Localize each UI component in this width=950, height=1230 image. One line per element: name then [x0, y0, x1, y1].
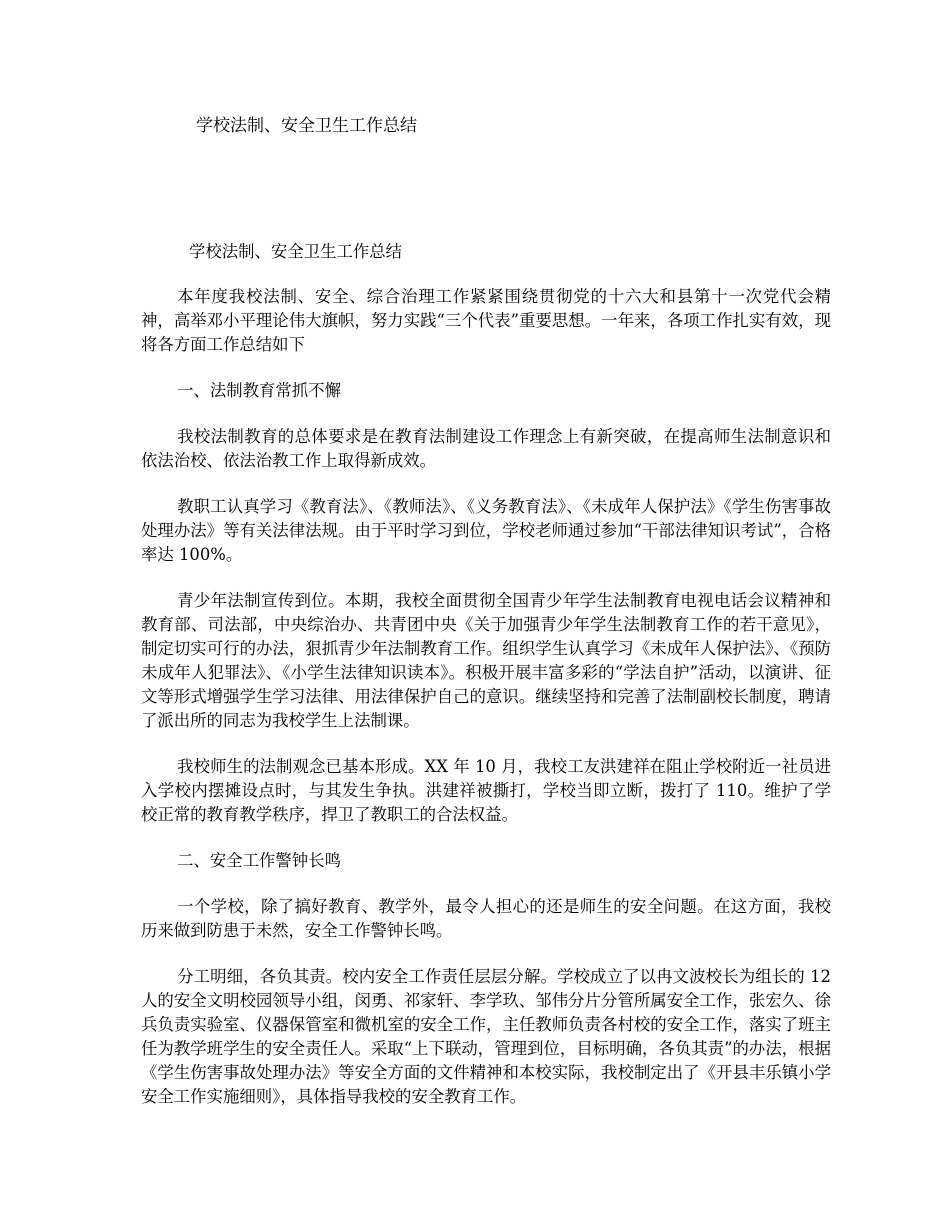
- paragraph-safety-concern: 一个学校，除了搞好教育、教学外，最令人担心的还是师生的安全问题。在这方面，我校历来做到防患于未然，安全工作警钟长鸣。: [141, 897, 831, 940]
- intro-paragraph: 本年度我校法制、安全、综合治理工作紧紧围绕贯彻党的十六大和县第十一次党代会精神，高举邓小平理论伟大旗帜，努力实践“三个代表”重要思想。一年来，各项工作扎实有效，现将各方面工作总结如下: [141, 287, 831, 354]
- document-body: [141, 240, 831, 1131]
- paragraph-staff-law-study: 教职工认真学习《教育法》、《教师法》、《义务教育法》、《未成年人保护法》《学生伤害事故处理办法》等有关法律法规。由于平时学习到位，学校老师通过参加“干部法律知识考试”，合格率达 100%。: [141, 497, 831, 564]
- section-heading-legal-education: 一、法制教育常抓不懈: [177, 381, 341, 400]
- paragraph-youth-law-publicity: 青少年法制宣传到位。本期，我校全面贯彻全国青少年学生法制教育电视电话会议精神和教育部、司法部，中央综治办、共青团中央《关于加强青少年学生法制教育工作的若干意见》，制定切实可行的办法，狠抓青少年法制教育工作。组织学生认真学习《未成年人保护法》、《预防未成年人犯罪法》、《小学生法律知识读本》。积极开展丰富多彩的“学法自护”活动，以演讲、征文等形式增强学生学习法律、用法律保护自己的意识。继续坚持和完善了法制副校长制度，聘请了派出所的同志为我校学生上法制课。: [141, 591, 831, 730]
- paragraph-safety-responsibilities: 分工明细，各负其责。校内安全工作责任层层分解。学校成立了以冉文波校长为组长的 12 人的安全文明校园领导小组，闵勇、祁家轩、李学玖、邹伟分片分管所属安全工作，张宏久、徐兵负责实验室、仪器保管室和微机室的安全工作，主任教师负责各村校的安全工作，落实了班主任为教学班学生的安全责任人。采取“上下联动，管理到位，目标明确，各负其责”的办法，根据《学生伤害事故处理办法》等安全方面的文件精神和本校实际，我校制定出了《开县丰乐镇小学安全工作实施细则》，具体指导我校的安全教育工作。: [141, 967, 831, 1106]
- paragraph-legal-awareness: 我校师生的法制观念已基本形成。XX 年 10 月，我校工友洪建祥在阻止学校附近一社员进入学校内摆摊设点时，与其发生争执。洪建祥被撕打，学校当即立断，拨打了 110。维护了学校正常的教育教学秩序，捍卫了教职工的合法权益。: [141, 757, 831, 824]
- document-inner-title: 学校法制、安全卫生工作总结: [189, 242, 403, 261]
- section-heading-safety-work: 二、安全工作警钟长鸣: [177, 851, 341, 870]
- document-top-title: 学校法制、安全卫生工作总结: [196, 116, 417, 136]
- paragraph-legal-requirements: 我校法制教育的总体要求是在教育法制建设工作理念上有新突破，在提高师生法制意识和依法治校、依法治教工作上取得新成效。: [141, 427, 831, 470]
